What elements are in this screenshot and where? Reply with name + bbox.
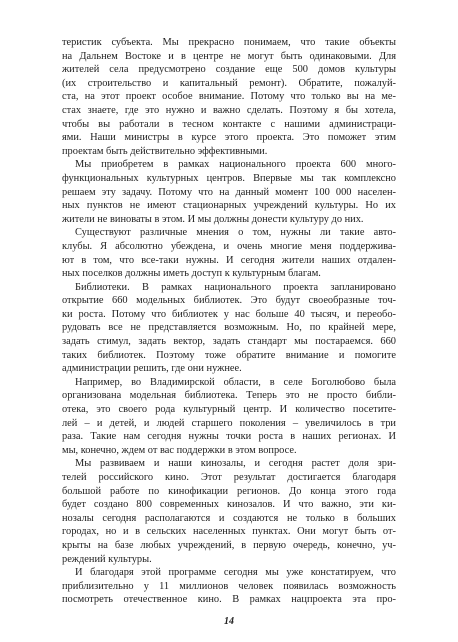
text-line: таких библиотек. Поэтому тоже обратите внимание и помогите bbox=[62, 349, 396, 361]
text-line: задать стимул, задать вектор, задать стандарт мы постараемся. 660 bbox=[62, 336, 396, 348]
text-line: жителей села предусмотрено создание еще 500 домов культуры bbox=[62, 64, 396, 76]
text-line: мы, конечно, ждем от вас поддержки в этом вопросе. bbox=[62, 444, 297, 456]
text-line: ки роста. Потому что библиотек у нас больше 40 тысяч, и переобо- bbox=[62, 308, 396, 320]
text-line: решаем эту задачу. Потому что на данный момент 100 000 населен- bbox=[62, 186, 396, 198]
paragraph bbox=[62, 457, 396, 566]
text-line: нозалы сегодня располагаются и создаются не только в больших bbox=[62, 512, 396, 524]
text-line: реждений культуры. bbox=[62, 553, 152, 565]
text-line: Библиотеки. В рамках национального проекта запланировано bbox=[75, 281, 396, 293]
text-line: большой работе по кинофикации регионов. До конца этого года bbox=[62, 485, 396, 497]
text-line: Мы приобретем в рамках национального проекта 600 много- bbox=[75, 159, 396, 171]
text-line: ных поселков должны иметь доступ к культурным благам. bbox=[62, 268, 321, 280]
text-line: клубы. Я абсолютно убеждена, и очень многие меня поддержива- bbox=[62, 240, 396, 252]
text-line: открытие 660 модельных библиотек. Это будут своеобразные точ- bbox=[62, 295, 396, 307]
text-line: телей российского кино. Этот результат достигается благодаря bbox=[62, 472, 396, 483]
paragraph bbox=[62, 226, 396, 280]
text-line: теристик субъекта. Мы прекрасно понимаем, что такие объекты bbox=[62, 37, 396, 48]
text-line: администрации решить, где они нужнее. bbox=[62, 363, 242, 375]
text-line: раза. Такие нам сегодня нужны точки роста в наших регионах. И bbox=[62, 431, 396, 443]
text-line: жители не виноваты в этом. И мы должны донести культуру до них. bbox=[62, 213, 364, 225]
text-line: чтобы вы работали в тесном контакте с нашими администраци- bbox=[62, 118, 396, 130]
page-number: 14 bbox=[224, 616, 234, 627]
page-body-text bbox=[62, 36, 396, 607]
paragraph bbox=[62, 158, 396, 226]
paragraph bbox=[62, 376, 396, 458]
text-line: ных пунктов не имеют стационарных учреждений культуры. Но их bbox=[62, 200, 396, 212]
text-line: стах знаете, где это нужно и важно сделать. Поэтому я бы хотела, bbox=[62, 104, 396, 116]
text-line: Например, во Владимирской области, в селе Боголюбово была bbox=[75, 376, 396, 388]
paragraph bbox=[62, 566, 396, 607]
text-line: будет создано 800 современных кинозалов. И что важно, эти ки- bbox=[62, 499, 396, 511]
text-line: ют в том, что все-таки нужны. И сегодня жители наших отдален- bbox=[62, 254, 396, 266]
text-line: организована модельная библиотека. Теперь это не просто библи- bbox=[62, 390, 396, 402]
text-line: Мы развиваем и наши кинозалы, и сегодня растет доля зри- bbox=[75, 458, 396, 470]
text-line: на Дальнем Востоке и в центре не могут быть одинаковыми. Для bbox=[62, 50, 396, 62]
text-line: рудовать все не представляется возможным. Но, по крайней мере, bbox=[62, 322, 396, 334]
text-line: приблизительно у 11 миллионов человек появилась возможность bbox=[62, 580, 396, 592]
text-line: функциональных культурных центров. Впервые мы так комплексно bbox=[62, 172, 396, 184]
text-line: Существуют различные мнения о том, нужны ли такие авто- bbox=[75, 227, 396, 239]
paragraph bbox=[62, 36, 396, 158]
text-line: лей – и детей, и людей старшего поколения – увеличилось в три bbox=[62, 417, 396, 429]
text-line: ями. Наши министры в курсе этого проекта. Это поможет этим bbox=[62, 132, 396, 144]
paragraph bbox=[62, 281, 396, 376]
text-line: городах, но и в сельских населенных пунктах. Они могут быть от- bbox=[62, 526, 396, 538]
text-line: отека, это своего рода культурный центр. И количество посетите- bbox=[62, 404, 396, 416]
text-line: И благодаря этой программе сегодня мы уже констатируем, что bbox=[75, 567, 396, 579]
text-line: (их строительство и капитальный ремонт). Обратите, пожалуй- bbox=[62, 77, 396, 89]
text-line: посмотреть отечественное кино. В рамках нацпроекта эта про- bbox=[62, 594, 396, 606]
text-line: ста, на этот проект особое внимание. Потому что только вы на ме- bbox=[62, 91, 396, 103]
text-line: проектам быть действительно эффективными. bbox=[62, 145, 268, 157]
text-line: крыты на базе любых учреждений, в первую очередь, конечно, уч- bbox=[62, 539, 396, 551]
